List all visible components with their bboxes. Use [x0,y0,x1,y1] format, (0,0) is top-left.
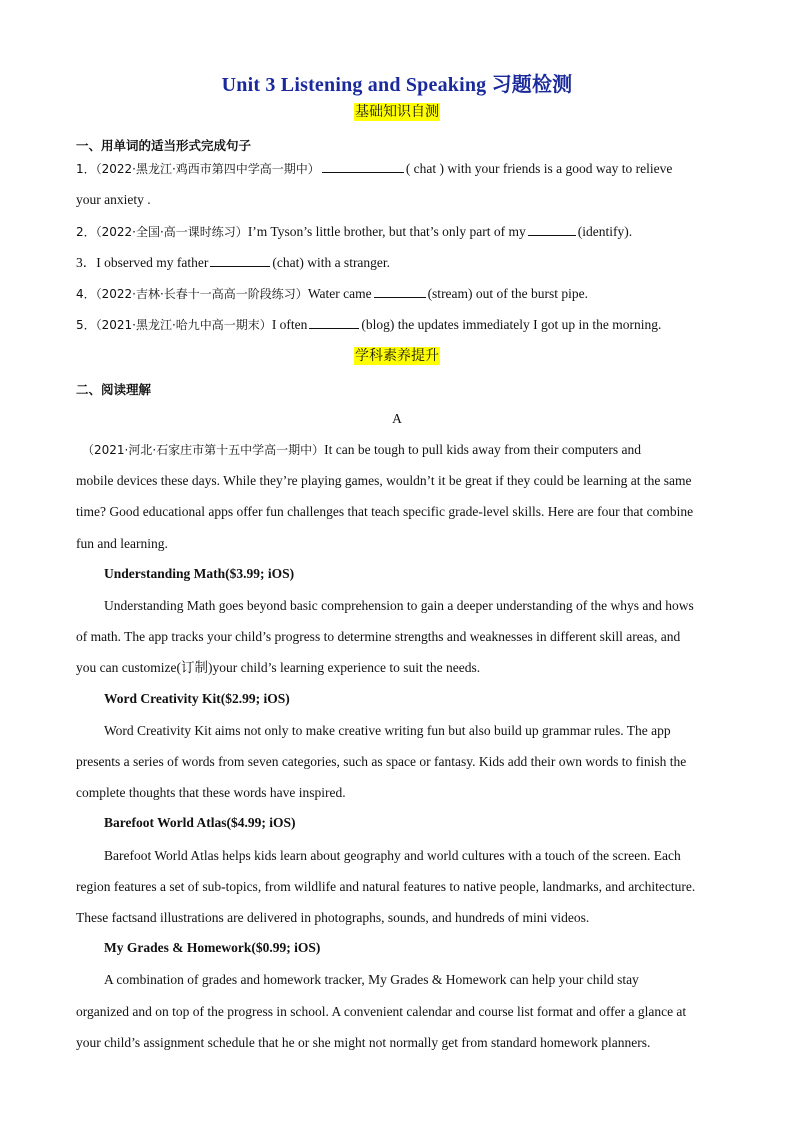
intro-line-1 [82,441,641,459]
document-title: Unit 3 Listening and Speaking 习题检测 [221,74,573,96]
app-3-line-3: These factsand illustrations are delivered in photographs, sounds, and hundreds of mini videos. [76,910,590,925]
subject-literacy-heading: 学科素养提升 [355,348,439,364]
question-2-source: 2．（2022·全国·高一课时练习） [76,225,248,239]
question-3-text: 3．I observed my father [76,255,209,270]
app-1-line-2: of math. The app tracks your child’s progress to determine strengths and weaknesses in different skill areas, and [76,629,681,644]
app-3-title: Barefoot World Atlas($4.99; iOS) [104,815,296,830]
question-1-text: ( chat ) with your friends is a good way to relieve [405,161,673,176]
advanced-heading-wrap [0,347,794,365]
section-1-title: 一、用单词的适当形式完成句子 [76,138,252,153]
app-2-line-2: presents a series of words from seven categories, such as space or fantasy. Kids add their own words to finish the [76,754,687,769]
question-5-hint: (blog) the updates immediately I got up in the morning. [361,317,662,332]
question-3-hint: (chat) with a stranger. [272,255,391,270]
app-1-title: Understanding Math($3.99; iOS) [104,566,295,581]
answer-blank-5[interactable] [309,316,359,329]
app-4-line-3: your child’s assignment schedule that he or she might not normally get from standard homework planners. [76,1035,651,1050]
question-1-continued: your anxiety . [76,192,151,207]
question-4 [76,285,588,303]
question-1-source: 1．（2022·黑龙江·鸡西市第四中学高一期中） [76,162,320,176]
intro-line-1-text: It can be tough to pull kids away from their computers and [324,442,641,457]
question-4-text: Water came [307,286,372,301]
app-4-title: My Grades & Homework($0.99; iOS) [104,940,321,955]
passage-source: （2021·河北·石家庄市第十五中学高一期中） [82,443,325,457]
intro-line-2: mobile devices these days. While they’re playing games, wouldn’t it be great if they could be learning at the same [76,473,692,488]
answer-blank-1[interactable] [322,160,404,173]
question-5-source: 5．（2021·黑龙江·哈九中高一期末） [76,318,272,332]
question-2-text: I’m Tyson’s little brother, but that’s only part of my [247,224,526,239]
app-2-line-1: Word Creativity Kit aims not only to make creative writing fun but also build up grammar rules. The app [104,723,671,738]
question-5 [76,316,661,334]
answer-blank-2[interactable] [528,223,576,236]
app-1-line-3: you can customize(订制)your child’s learning experience to suit the needs. [76,660,481,675]
question-2-hint: (identify). [577,224,633,239]
app-2-title: Word Creativity Kit($2.99; iOS) [104,691,290,706]
app-4-line-1: A combination of grades and homework tracker, My Grades & Homework can help your child stay [104,972,639,987]
passage-label: A [392,411,402,426]
section-2-title: 二、阅读理解 [76,382,152,397]
question-4-source: 4．（2022·吉林·长春十一高高一阶段练习） [76,287,308,301]
app-1-line-1: Understanding Math goes beyond basic comprehension to gain a deeper understanding of the whys and hows [104,598,694,613]
app-3-line-1: Barefoot World Atlas helps kids learn about geography and world cultures with a touch of the screen. Each [104,848,681,863]
question-5-text: I often [271,317,308,332]
app-3-line-2: region features a set of sub-topics, from wildlife and natural features to native people, landmarks, and architecture. [76,879,696,894]
answer-blank-4[interactable] [374,285,426,298]
question-2 [76,223,632,241]
app-2-line-3: complete thoughts that these words have inspired. [76,785,346,800]
question-4-hint: (stream) out of the burst pipe. [427,286,589,301]
basic-heading-wrap [0,103,794,121]
app-4-line-2: organized and on top of the progress in school. A convenient calendar and course list format and offer a glance at [76,1004,687,1019]
intro-line-4: fun and learning. [76,536,168,551]
question-3 [76,254,390,272]
intro-line-3: time? Good educational apps offer fun challenges that teach specific grade-level skills. Here are four that combine [76,504,694,519]
question-1 [76,160,672,178]
answer-blank-3[interactable] [210,254,270,267]
basic-knowledge-heading: 基础知识自测 [355,104,439,120]
